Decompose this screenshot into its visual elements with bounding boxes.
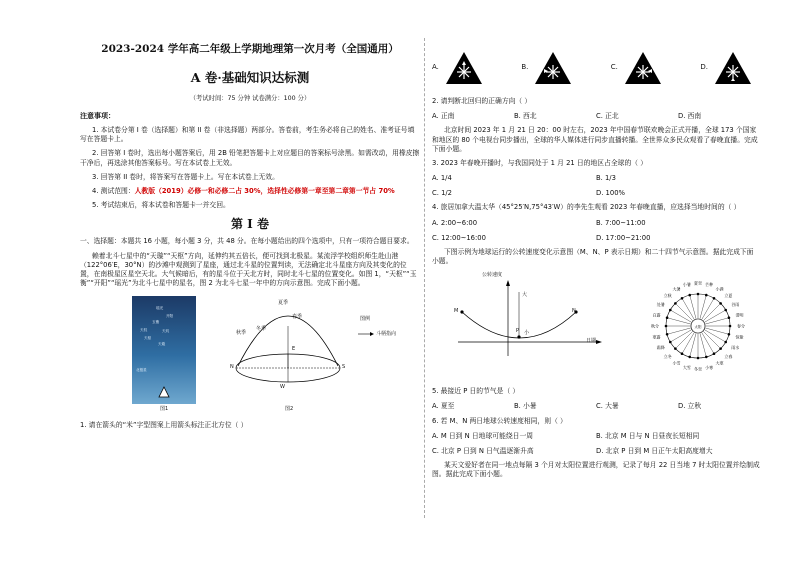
option-c[interactable] (611, 51, 662, 85)
solar-term-label: 处暑 (656, 302, 665, 308)
earth-position-dot (713, 353, 716, 356)
earth-position-dot (705, 356, 708, 359)
earth-position-dot (719, 302, 722, 305)
earth-position-dot (728, 333, 731, 336)
q6-option[interactable]: C. 北京 P 日到 N 日气温逐渐升高 (432, 446, 534, 455)
triangle-options (432, 44, 752, 92)
solar-term-label: 大雪 (682, 365, 691, 371)
legend-handle: 斗柄指向 (376, 331, 397, 338)
label-s: S (342, 364, 346, 371)
speed-x-label: 日期 (586, 338, 597, 345)
q3-options-row1 (432, 174, 760, 183)
label-n: N (230, 364, 234, 371)
triangle-icon (158, 386, 170, 398)
solar-term-label: 立秋 (663, 293, 672, 299)
q5-options (432, 402, 760, 411)
earth-position-dot (681, 297, 684, 300)
solar-term-label: 小雪 (672, 360, 681, 366)
solar-term-label: 立春 (724, 354, 733, 360)
orbit-speed-chart (448, 278, 618, 360)
solar-term-label: 小暑 (682, 282, 691, 288)
term-spoke (690, 333, 696, 357)
test-scope: 人教版（2019）必修一和必修二占 30%，选择性必修第一章至第二章第一节占 70% (134, 186, 395, 195)
earth-position-dot (724, 341, 727, 344)
solar-term-label: 春分 (737, 323, 745, 329)
q5-option[interactable]: B. 小暑 (514, 402, 537, 411)
solar-term-label: 夏至 (694, 280, 702, 286)
right-column (432, 42, 760, 479)
fig1-caption: 图1 (160, 406, 169, 413)
notice-item-3: 3. 回答第 II 卷时，将答案写在答题卡上。写在本试卷上无效。 (92, 172, 279, 181)
q3-option[interactable]: D. 100% (596, 189, 625, 198)
q5-option[interactable]: D. 立秋 (678, 402, 702, 411)
q4-option[interactable]: B. 7:00~11:00 (596, 218, 646, 227)
option-b[interactable] (521, 51, 572, 85)
term-spoke (705, 328, 729, 334)
notice-item-2: 2. 回答第 I 卷时，选出每小题答案后，用 2B 铅笔把答题卡上对应题目的答案标号涂黑。如需改动，用橡皮擦干净后，再选涂其他答案标号。写在本试卷上无效。 (80, 149, 420, 167)
solar-term-label: 大暑 (672, 286, 681, 292)
option-a-label: A. (432, 63, 439, 72)
question-5: 5. 最接近 P 日的节气是（ ） (432, 387, 520, 396)
solar-term-label: 冬至 (694, 366, 702, 372)
q2-option[interactable]: B. 西北 (514, 112, 537, 121)
option-a[interactable] (432, 51, 483, 85)
notice-item-4-prefix: 4. 测试范围： (92, 186, 135, 195)
q5-option[interactable]: C. 大暑 (596, 402, 619, 411)
solar-term-label: 白露 (652, 312, 661, 318)
sun-label: 太阳 (694, 325, 702, 330)
q3-option[interactable]: A. 1/4 (432, 174, 452, 183)
option-b-label: B. (521, 63, 529, 72)
column-divider (424, 38, 425, 518)
solar-term-label: 芒种 (705, 282, 714, 288)
term-spoke (670, 330, 692, 343)
section-instruction: 一、选择题：本题共 16 小题，每小题 3 分，共 48 分。在每小题给出的四个选项中，只有一项符合题目要求。 (80, 237, 414, 246)
fig2-caption: 图2 (285, 406, 294, 413)
point-n: N (572, 308, 576, 315)
q6-option[interactable]: A. M 日到 N 日地球可能绕日一周 (432, 431, 534, 440)
q3-option[interactable]: B. 1/3 (596, 174, 616, 183)
earth-position-dot (669, 341, 672, 344)
solar-term-label: 惊蛰 (735, 334, 744, 340)
term-spoke (670, 310, 692, 323)
question-3: 3. 2023 年春晚开播时，与我国同处于 1 月 21 日的地区占全球的（ ） (432, 158, 648, 167)
solar-term-label: 秋分 (651, 323, 659, 329)
option-c-label: C. (610, 63, 618, 72)
earth-position-dot (669, 309, 672, 312)
earth-position-dot (681, 353, 684, 356)
earth-position-dot (674, 348, 677, 351)
earth-position-dot (666, 317, 669, 320)
question-6: 6. 若 M、N 两日地球公转速度相同，则（ ） (432, 416, 567, 425)
term-spoke (682, 299, 695, 321)
passage-1: 赖着北斗七星中的“天璇”“天枢”方向，延伸约其五倍长，便可找到北极星。某流浮学校组织师生赴山港（122°06′E，30°N）的沙滩中观测到了星座，通过北斗星的位置判读，无法确定北斗星座方向及其变化的位置，在南极星区星空天北。大气候暗后，有的星斗位于天北方时，同时北斗七星的位置变化。如图 1，“天枢”“玉衡”“开阳”“瑶光”为北斗七星中的星名，图 2 为北斗七星一年中的方向示意图。完成下面小题。 (80, 251, 417, 288)
q2-options (432, 112, 760, 121)
term-spoke (675, 304, 693, 322)
notice-item-1: 1. 本试卷分第 I 卷（选择题）和第 II 卷（非选择题）两部分。答卷前，考生务必将自己的姓名、准考证号填写在答题卡上。 (80, 125, 415, 144)
q3-options-row2 (432, 189, 760, 198)
question-2: 2. 请判断北回归的正确方向（ ） (432, 97, 532, 105)
passage-3: 下图示例为地球运行的公转速度变化示意图（M、N、P 表示日期）和二十四节气示意图。据此完成下面小题。 (432, 247, 754, 266)
solar-term-label: 谷雨 (731, 302, 740, 308)
solar-term-label: 立冬 (663, 354, 672, 360)
solar-term-label: 小寒 (705, 365, 714, 371)
speed-small-label: 小 (524, 330, 530, 337)
q4-option[interactable]: D. 17:00~21:00 (596, 233, 651, 242)
exam-info: （考试时间：75 分钟 试卷满分：100 分） (189, 95, 311, 103)
notice-item-5: 5. 考试结束后，将本试卷和答题卡一并交回。 (92, 201, 230, 210)
q2-option[interactable]: C. 正北 (596, 112, 619, 121)
q6-option[interactable]: D. 北京 P 日到 M 日正午太阳高度增大 (596, 446, 713, 455)
solar-terms-chart (640, 272, 756, 380)
q2-option[interactable]: D. 西南 (678, 112, 702, 121)
option-d[interactable] (700, 51, 752, 85)
q6-option[interactable]: B. 北京 M 日与 N 日昼夜长短相同 (596, 431, 700, 440)
charts-block (432, 272, 760, 382)
left-column (80, 42, 420, 430)
passage-2: 北京时间 2023 年 1 月 21 日 20：00 时左右，2023 年中国春节联欢晚会正式开播，全球 173 个国家和地区的 80 个电视台同步播出，全球的华人媒体进行同步直播转播。全世界众多民众观看了春晚直播。完成下面小题。 (432, 126, 758, 153)
term-spoke (700, 295, 706, 319)
earth-position-dot (705, 294, 708, 297)
q4-options-row2 (432, 234, 760, 243)
triangle-star-icon (534, 51, 572, 85)
solar-term-label: 清明 (735, 312, 744, 318)
earth-position-dot (724, 309, 727, 312)
solar-term-label: 立夏 (724, 293, 733, 299)
legend-title: 图例 (360, 316, 371, 323)
star-label: 天权 (140, 328, 148, 333)
earth-position-dot (666, 333, 669, 336)
q6-options-row1 (432, 432, 760, 441)
speed-big-label: 大 (522, 292, 528, 299)
q2-option[interactable]: A. 正南 (432, 112, 455, 121)
q4-option[interactable]: A. 2:00~6:00 (432, 218, 478, 227)
label-w: W (280, 384, 285, 391)
star-label: 开阳 (166, 314, 174, 319)
star-label: 天枢 (144, 336, 152, 341)
star-label: 天璇 (158, 342, 166, 347)
label-e: E (292, 346, 296, 353)
polaris-label: 北极星 (136, 368, 147, 373)
term-spoke (700, 333, 706, 357)
earth-position-dot (688, 294, 691, 297)
label-winter: 冬季 (256, 326, 267, 333)
term-spoke (703, 304, 721, 322)
question-4: 4. 旅居加拿大温太华（45°25′N,75°43′W）的李先生观看 2023 年春晚直播，应选择当地时间的（ ） (432, 203, 741, 212)
triangle-star-icon (445, 51, 483, 85)
solar-term-label: 大寒 (715, 360, 724, 366)
earth-position-dot (729, 325, 732, 328)
q4-option[interactable]: C. 12:00~16:00 (432, 233, 486, 242)
solar-term-label: 小满 (715, 286, 724, 292)
star-label: 瑶光 (156, 306, 164, 311)
term-spoke (704, 330, 726, 343)
triangle-star-icon (624, 51, 662, 85)
point-p: P (516, 328, 520, 335)
question-1: 1. 请在箭头的“米”字型图案上用箭头标注正北方位（ ） (80, 421, 248, 430)
term-spoke (690, 295, 696, 319)
term-spoke (667, 318, 691, 324)
earth-position-dot (719, 348, 722, 351)
point-m: M (454, 308, 459, 315)
exam-subtitle: A 卷·基础知识达标测 (190, 70, 310, 86)
solar-term-label: 霜降 (656, 345, 665, 351)
section-heading: 第 I 卷 (231, 217, 269, 232)
label-summer: 夏季 (278, 300, 289, 307)
exam-title: 2023-2024 学年高二年级上学期地理第一次月考（全国通用） (101, 43, 399, 55)
q3-option[interactable]: C. 1/2 (432, 189, 453, 198)
term-spoke (702, 332, 715, 354)
term-spoke (705, 318, 729, 324)
figures-block (80, 296, 420, 416)
star-photo (132, 296, 196, 404)
earth-position-dot (713, 297, 716, 300)
star-label: 天玑 (162, 329, 170, 334)
star-label: 玉衡 (152, 320, 160, 325)
term-spoke (675, 331, 693, 349)
earth-position-dot (674, 302, 677, 305)
option-d-label: D. (700, 63, 708, 72)
label-spring: 春季 (292, 314, 303, 321)
q4-options-row1 (432, 219, 760, 228)
solar-term-label: 寒露 (652, 334, 661, 340)
big-dipper-diagram (228, 296, 378, 408)
passage-4: 某天文爱好者在同一地点每隔 3 个月对太阳位置进行观测，记录了每月 22 日当地 7 时太阳位置并绘制成图。据此完成下面小题。 (432, 461, 760, 479)
term-spoke (682, 332, 695, 354)
q6-options-row2 (432, 447, 760, 456)
earth-position-dot (697, 293, 700, 296)
q5-option[interactable]: A. 夏至 (432, 402, 455, 411)
term-spoke (703, 331, 721, 349)
triangle-star-icon (714, 51, 752, 85)
earth-position-dot (665, 325, 668, 328)
term-spoke (667, 328, 691, 334)
term-spoke (702, 299, 715, 321)
earth-position-dot (728, 317, 731, 320)
label-autumn: 秋季 (236, 330, 247, 337)
earth-position-dot (697, 357, 700, 360)
term-spoke (704, 310, 726, 323)
earth-position-dot (688, 356, 691, 359)
solar-term-label: 雨水 (731, 345, 740, 351)
notice-heading: 注意事项： (80, 111, 115, 120)
notice-item-4 (80, 187, 420, 196)
speed-y-label: 公转速度 (482, 272, 503, 279)
